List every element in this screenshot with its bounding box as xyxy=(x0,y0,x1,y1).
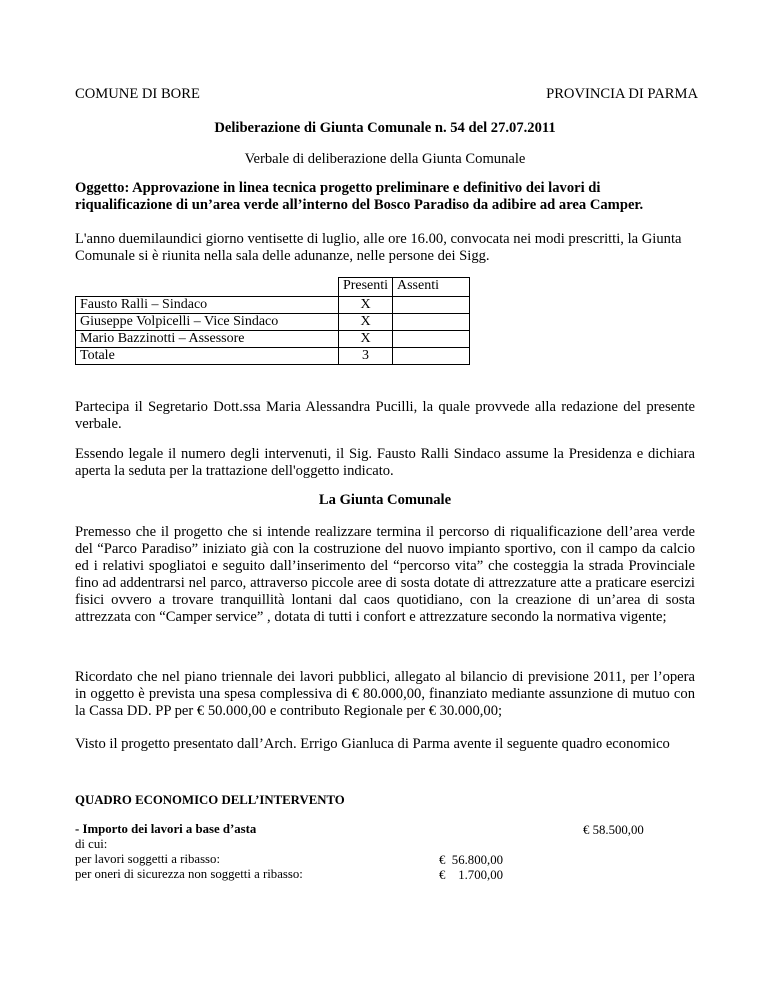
quadro-title: QUADRO ECONOMICO DELL’INTERVENTO xyxy=(75,793,345,807)
quadro-row2-amount: € 1.700,00 xyxy=(439,868,503,882)
ricordato-paragraph: Ricordato che nel piano triennale dei lavori pubblici, allegato al bilancio di previsione 2011, per l’opera in oggetto è prevista una spesa complessiva di € 80.000,00, finanziato mediante assunzione di mutuo con la Cassa DD. PP per € 50.000,00 e contributo Regionale per € 30.000,00; xyxy=(75,669,695,719)
total-label: Totale xyxy=(76,348,339,365)
oggetto-paragraph: Oggetto: Approvazione in linea tecnica progetto preliminare e definitivo dei lavori di riqualificazione di un’area verde all’interno del Bosco Paradiso da adibire ad area Camper. xyxy=(75,180,644,213)
member-name: Fausto Ralli – Sindaco xyxy=(76,297,339,314)
quadro-main-amount: € 58.500,00 xyxy=(583,823,644,837)
attendance-table xyxy=(75,277,470,365)
section-title: La Giunta Comunale xyxy=(318,492,452,508)
member-present: X xyxy=(339,297,393,314)
quadro-row1-amount: € 56.800,00 xyxy=(439,853,503,867)
member-absent xyxy=(393,331,470,348)
deliberation-subtitle: Verbale di deliberazione della Giunta Comunale xyxy=(244,151,526,167)
attendance-row xyxy=(76,314,470,331)
segretario-paragraph: Partecipa il Segretario Dott.ssa Maria Alessandra Pucilli, la quale provvede alla redazione del presente verbale. xyxy=(75,399,695,432)
col-present-header: Presenti xyxy=(339,278,393,297)
member-absent xyxy=(393,314,470,331)
premesso-paragraph: Premesso che il progetto che si intende realizzare termina il percorso di riqualificazione dell’area verde del “Parco Paradiso” iniziato già con la costruzione del nuovo impianto sportivo, con il campo da calcio ed i relativi spogliatoi e seguito dall’inserimento del “percorso vita” che costeggia la strada Provinciale fino ad addentrarsi nel parco, attraverso piccole aree di sosta dotate di attrezzature atte a praticare esercizi fisici ovvero a trovare tranquillità lontani dal caos quotidiano, con la creazione di un’area di sosta attrezzata con “Camper service” , dotata di tutti i confort e attrezzature secondo la normativa vigente; xyxy=(75,524,695,625)
legale-paragraph: Essendo legale il numero degli intervenuti, il Sig. Fausto Ralli Sindaco assume la Presidenza e dichiara aperta la seduta per la trattazione dell'oggetto indicato. xyxy=(75,446,695,479)
member-absent xyxy=(393,297,470,314)
attendance-row xyxy=(76,331,470,348)
quadro-row2-label: per oneri di sicurezza non soggetti a ribasso: xyxy=(75,867,303,881)
intro-paragraph: L'anno duemilaundici giorno ventisette di luglio, alle ore 16.00, convocata nei modi prescritti, la Giunta Comunale si è riunita nella sala delle adunanze, nelle persone dei Sigg. xyxy=(75,231,682,264)
member-present: X xyxy=(339,331,393,348)
attendance-header-row xyxy=(76,278,470,297)
attendance-row xyxy=(76,297,470,314)
provincia-name: PROVINCIA DI PARMA xyxy=(546,86,698,102)
comune-name: COMUNE DI BORE xyxy=(75,86,200,102)
member-name: Mario Bazzinotti – Assessore xyxy=(76,331,339,348)
deliberation-title: Deliberazione di Giunta Comunale n. 54 del 27.07.2011 xyxy=(214,120,556,136)
total-absent xyxy=(393,348,470,365)
member-name: Giuseppe Volpicelli – Vice Sindaco xyxy=(76,314,339,331)
quadro-main-label: - Importo dei lavori a base d’asta xyxy=(75,822,257,836)
total-present: 3 xyxy=(339,348,393,365)
quadro-row1-label: per lavori soggetti a ribasso: xyxy=(75,852,220,866)
col-absent-header: Assenti xyxy=(393,278,470,297)
member-present: X xyxy=(339,314,393,331)
visto-paragraph: Visto il progetto presentato dall’Arch. Errigo Gianluca di Parma avente il seguente quadro economico xyxy=(75,736,670,752)
attendance-total-row xyxy=(76,348,470,365)
quadro-di-cui: di cui: xyxy=(75,837,108,851)
